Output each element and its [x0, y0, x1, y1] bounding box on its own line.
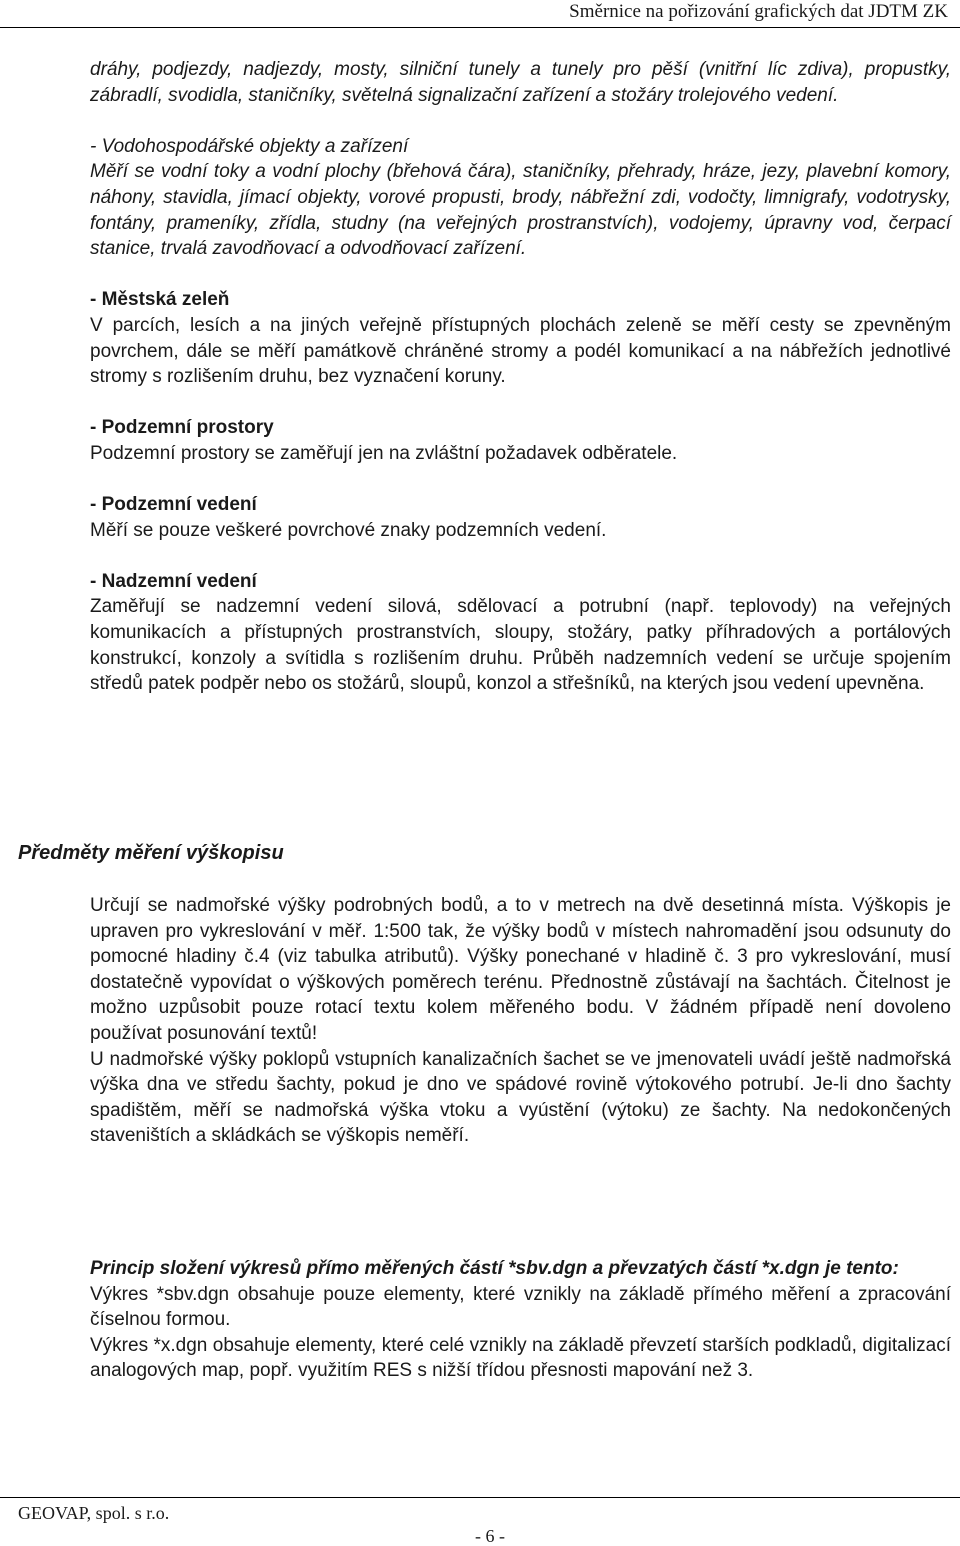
section-heading: Předměty měření výškopisu: [18, 842, 284, 864]
podzemni-paragraph: Měří se pouze veškeré povrchové znaky podzemních vedení.: [90, 519, 607, 541]
vodo-paragraph: Měří se vodní toky a vodní plochy (břehová čára), staničníky, přehrady, hráze, jezy, plavební komory, náhony, stavidla, jímací objekty, vorové propusti, brody, nábřežní zdi, vodočty, limnigrafy, vodotrysky, fontány, prameníky, zřídla, studny (na veřejných prostranstvích), vodojemy, úpravny vod, čerpací stanice, trvalá zavodňovací a odvodňovací zařízení.: [90, 161, 951, 260]
podzemni-heading: - Podzemní vedení: [90, 494, 257, 516]
zelen-heading: - Městská zeleň: [90, 289, 230, 311]
nadzemni-heading: - Nadzemní vedení: [90, 570, 257, 592]
vodo-heading: [90, 134, 951, 160]
vodo-heading-text: - Vodohospodářské objekty a zařízení: [90, 135, 409, 157]
document-title: Směrnice na pořizování grafických dat JDTM ZK: [569, 1, 948, 22]
vyskopis-paragraph-2: U nadmořské výšky poklopů vstupních kanalizačních šachet se ve jmenovateli uvádí ještě nadmořská výška dna ve středu šachty, pokud je dno ve spádové rovině výtokového potrubí. Je-li dno šachty spadištěm, měří se nadmořská výška vtoku a vyústění (výtoku) ze šachty. Na nedokončených staveništích a skládkách se výškopis neměří.: [90, 1048, 951, 1147]
footer-divider: [0, 1497, 960, 1498]
header-divider: [0, 27, 960, 28]
nadzemni-paragraph: Zaměřují se nadzemní vedení silová, sdělovací a potrubní (např. teplovody) na veřejných komunikacích a přístupných prostranstvích, sloupy, stožáry, patky příhradových a portálových konstrukcí, konzoly a svítidla s rozlišením druhu. Průběh nadzemních vedení se určuje spojením středů patek podpěr nebo os stožárů, sloupů, konzol a střešníků, na kterých jsou vedení upevněna.: [90, 596, 951, 695]
princip-paragraph-2: Výkres *x.dgn obsahuje elementy, které celé vznikly na základě převzetí starších podkladů, digitalizací analogových map, popř. využitím RES s nižší třídou přesnosti mapování než 3.: [90, 1334, 951, 1382]
prostory-paragraph: Podzemní prostory se zaměřují jen na zvláštní požadavek odběratele.: [90, 442, 678, 464]
vyskopis-paragraph-1: Určují se nadmořské výšky podrobných bodů, a to v metrech na dvě desetinná místa. Výškopis je upraven pro vykreslování v měř. 1:500 tak, že výšky bodů v místech nahromadění jsou odsunuty do pomocné hladiny č.4 (viz tabulka atributů). Výšky ponechané v hladině č. 3 pro vykreslování, musí dostatečně vypovídat o výškových poměrech terénu. Přednostně zůstávají na šachtách. Čitelnost je možno uzpůsobit pouze rotací textu kolem měřeného bodu. V žádném případě není dovoleno používat posunování textů!: [90, 895, 951, 1044]
intro-paragraph: dráhy, podjezdy, nadjezdy, mosty, silniční tunely a tunely pro pěší (vnitřní líc zdiva), propustky, zábradlí, svodidla, staničníky, světelná signalizační zařízení a stožáry trolejového vedení.: [90, 59, 951, 106]
prostory-heading: - Podzemní prostory: [90, 417, 274, 439]
footer-company: GEOVAP, spol. s r.o.: [18, 1503, 170, 1523]
main-content: [90, 57, 951, 697]
princip-heading: Princip složení výkresů přímo měřených částí *sbv.dgn a převzatých částí *x.dgn je tento:: [90, 1258, 899, 1279]
princip-paragraph-1: Výkres *sbv.dgn obsahuje pouze elementy, které vznikly na základě přímého měření a zpracování číselnou formou.: [90, 1283, 951, 1331]
page-header: [0, 0, 960, 26]
princip-content: [90, 1256, 951, 1384]
vyskopis-content: [90, 893, 951, 1149]
page-number: - 6 -: [475, 1526, 505, 1546]
zelen-paragraph: V parcích, lesích a na jiných veřejně přístupných plochách zeleně se měří cesty se zpevněným povrchem, dále se měří památkově chráněné stromy a podél komunikací a na nábřežích jednotlivé stromy s rozlišením druhu, bez vyznačení koruny.: [90, 314, 951, 388]
